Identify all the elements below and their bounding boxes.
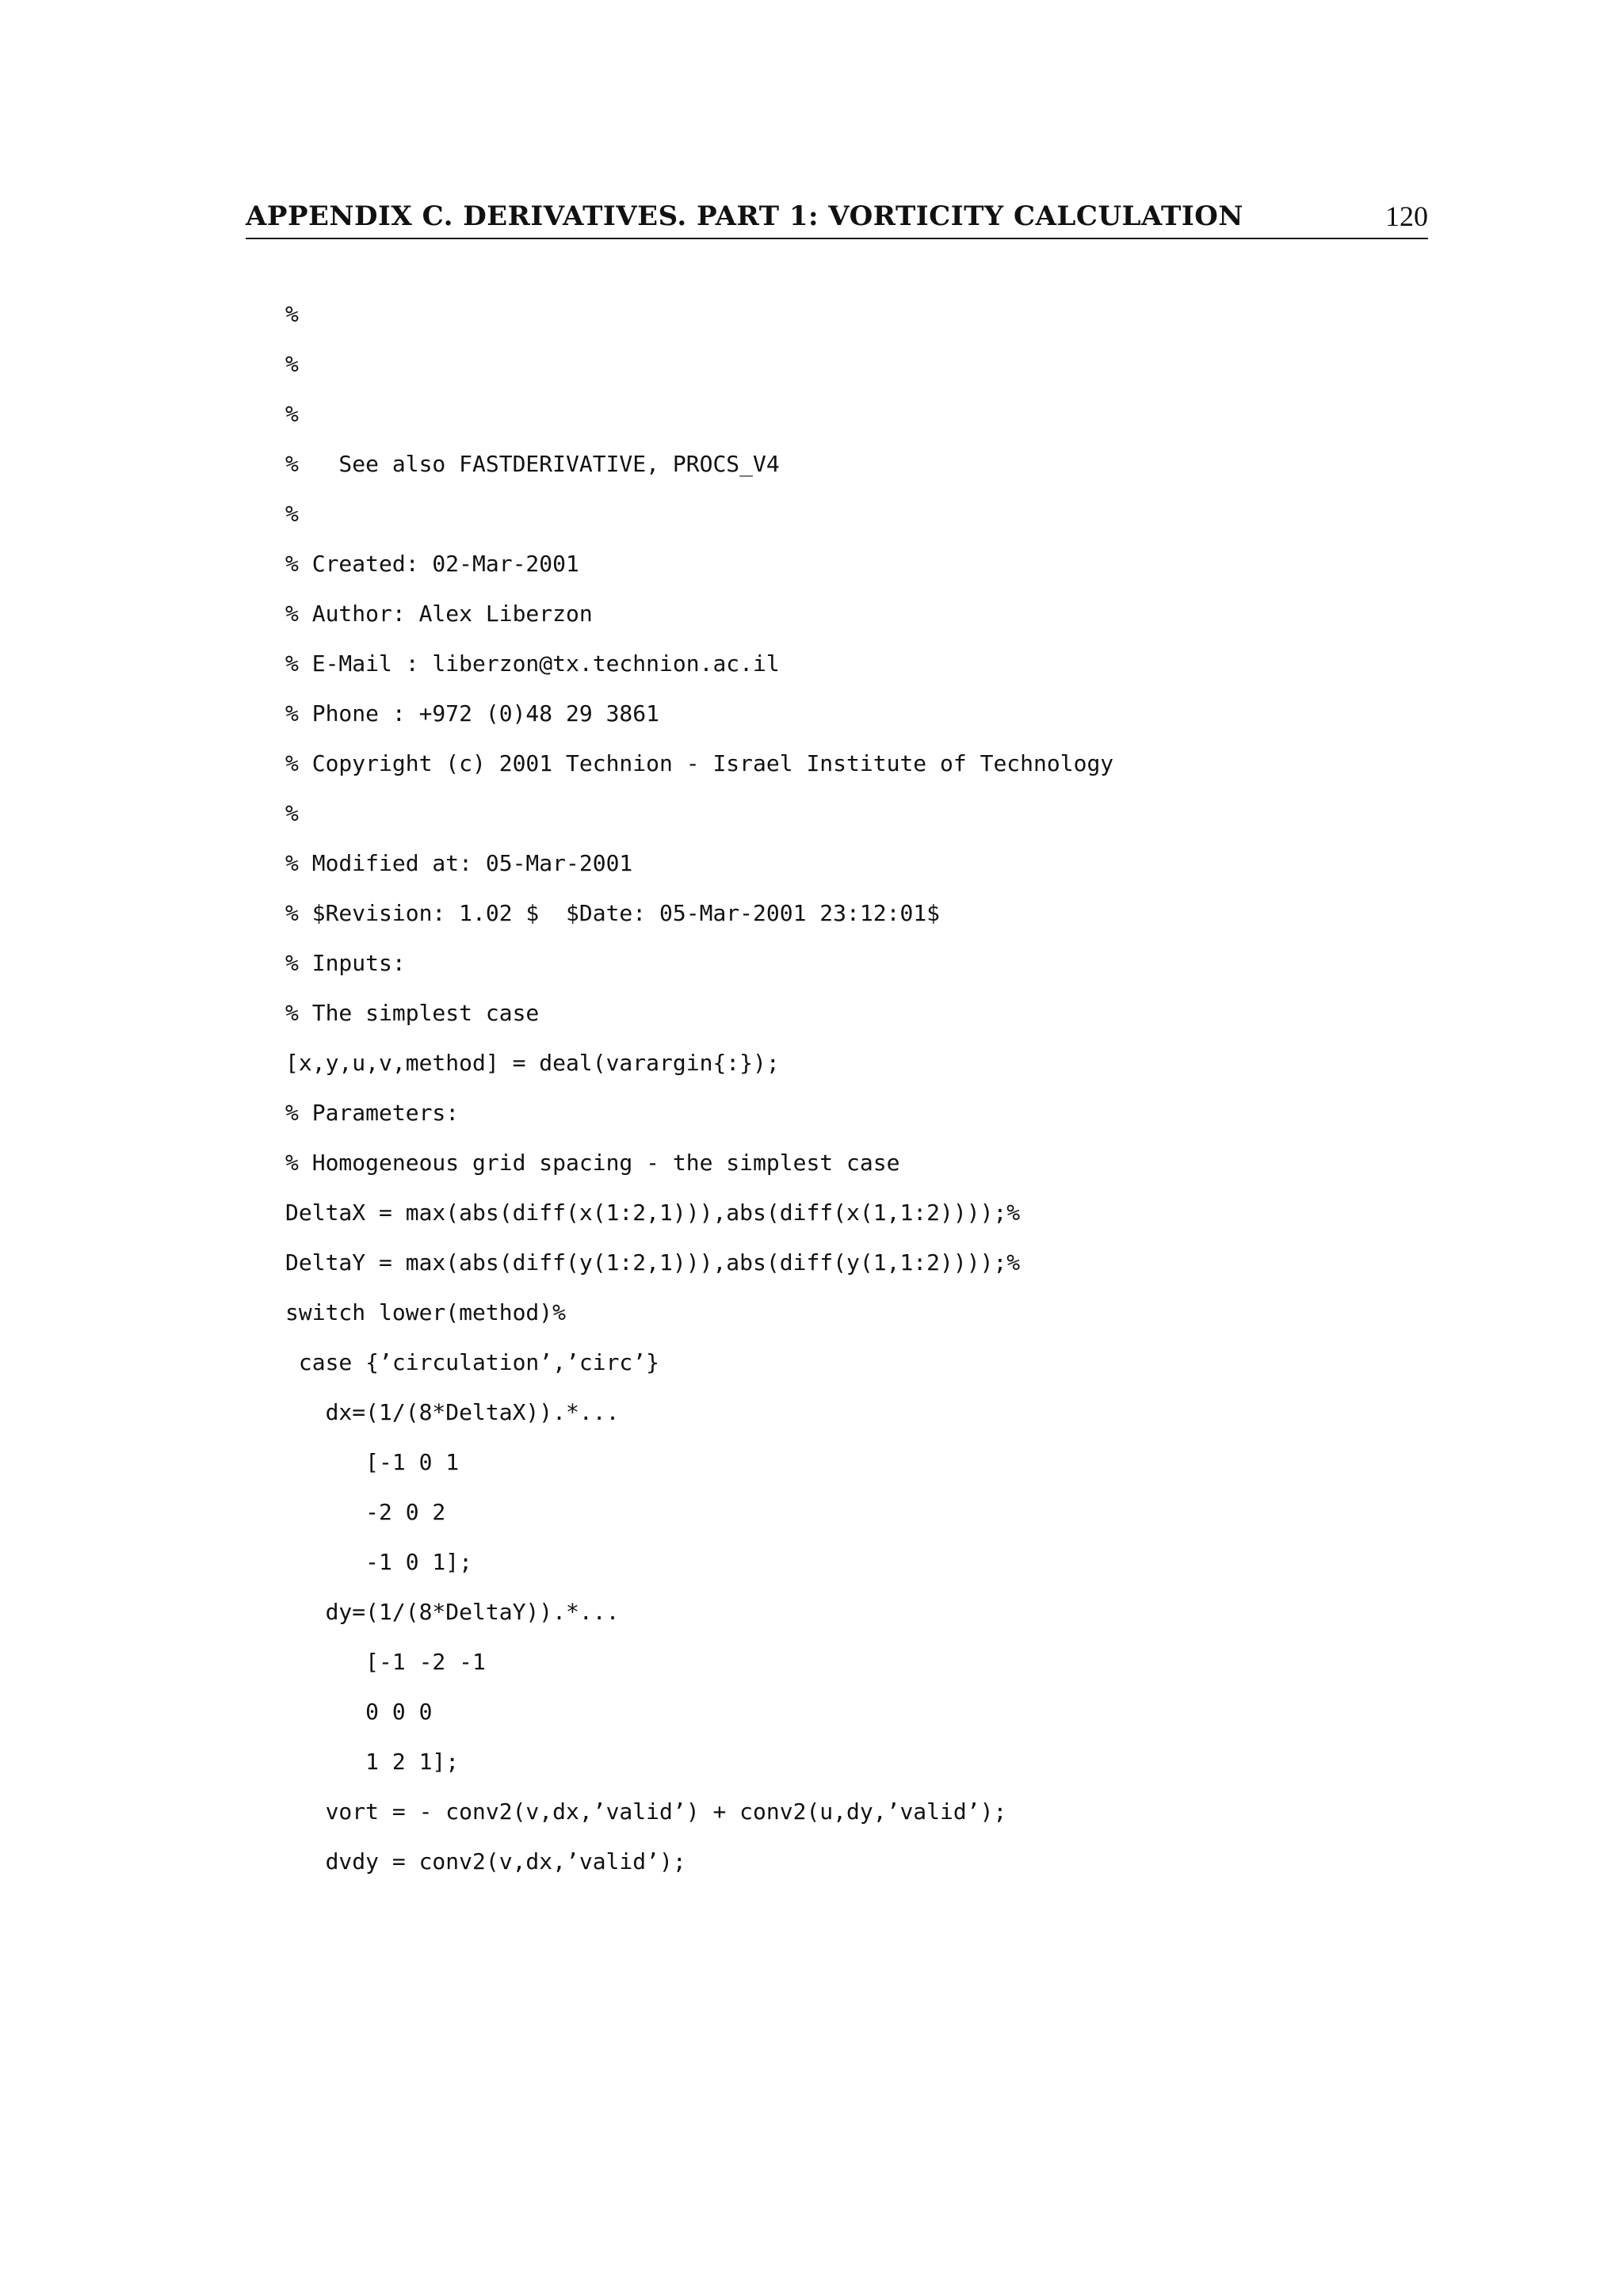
code-line: DeltaY = max(abs(diff(y(1:2,1))),abs(diff(y(1,1:2))));%: [285, 1249, 1021, 1276]
code-line: DeltaX = max(abs(diff(x(1:2,1))),abs(diff(x(1,1:2))));%: [285, 1199, 1021, 1226]
code-line: case {’circulation’,’circ’}: [285, 1349, 660, 1375]
code-line: % See also FASTDERIVATIVE, PROCS_V4: [285, 451, 780, 477]
code-line: %: [285, 800, 299, 826]
code-line: %: [285, 401, 299, 427]
code-line: %: [285, 501, 299, 527]
code-line: 1 2 1];: [285, 1749, 460, 1775]
code-line: -2 0 2: [285, 1499, 446, 1525]
code-line: 0 0 0: [285, 1699, 433, 1725]
code-line: switch lower(method)%: [285, 1299, 567, 1325]
header-title: APPENDIX C. DERIVATIVES. PART 1: VORTICITY CALCULATION: [246, 200, 1243, 232]
code-line: % Modified at: 05-Mar-2001: [285, 850, 633, 876]
code-line: % The simplest case: [285, 1000, 540, 1026]
code-line: -1 0 1];: [285, 1549, 473, 1575]
code-line: % Created: 02-Mar-2001: [285, 551, 579, 577]
page-number: 120: [1385, 200, 1428, 232]
code-line: %: [285, 301, 299, 327]
code-listing: [285, 299, 1113, 1896]
code-line: % $Revision: 1.02 $ $Date: 05-Mar-2001 23:12:01$: [285, 900, 941, 926]
code-line: [x,y,u,v,method] = deal(varargin{:});: [285, 1050, 780, 1076]
code-line: % Author: Alex Liberzon: [285, 601, 593, 627]
code-line: % Copyright (c) 2001 Technion - Israel Institute of Technology: [285, 750, 1114, 776]
code-line: % Inputs:: [285, 950, 406, 976]
code-line: % E-Mail : liberzon@tx.technion.ac.il: [285, 650, 780, 677]
code-line: dx=(1/(8*DeltaX)).*...: [285, 1399, 620, 1425]
code-line: % Homogeneous grid spacing - the simplest case: [285, 1150, 900, 1176]
code-line: vort = - conv2(v,dx,’valid’) + conv2(u,dy,’valid’);: [285, 1798, 1007, 1825]
running-header: [246, 198, 1428, 239]
code-line: %: [285, 351, 299, 377]
code-line: % Parameters:: [285, 1100, 460, 1126]
code-line: [-1 0 1: [285, 1449, 460, 1475]
code-line: dy=(1/(8*DeltaY)).*...: [285, 1599, 620, 1625]
code-line: dvdy = conv2(v,dx,’valid’);: [285, 1848, 686, 1875]
code-line: [-1 -2 -1: [285, 1649, 486, 1675]
code-line: % Phone : +972 (0)48 29 3861: [285, 700, 660, 727]
